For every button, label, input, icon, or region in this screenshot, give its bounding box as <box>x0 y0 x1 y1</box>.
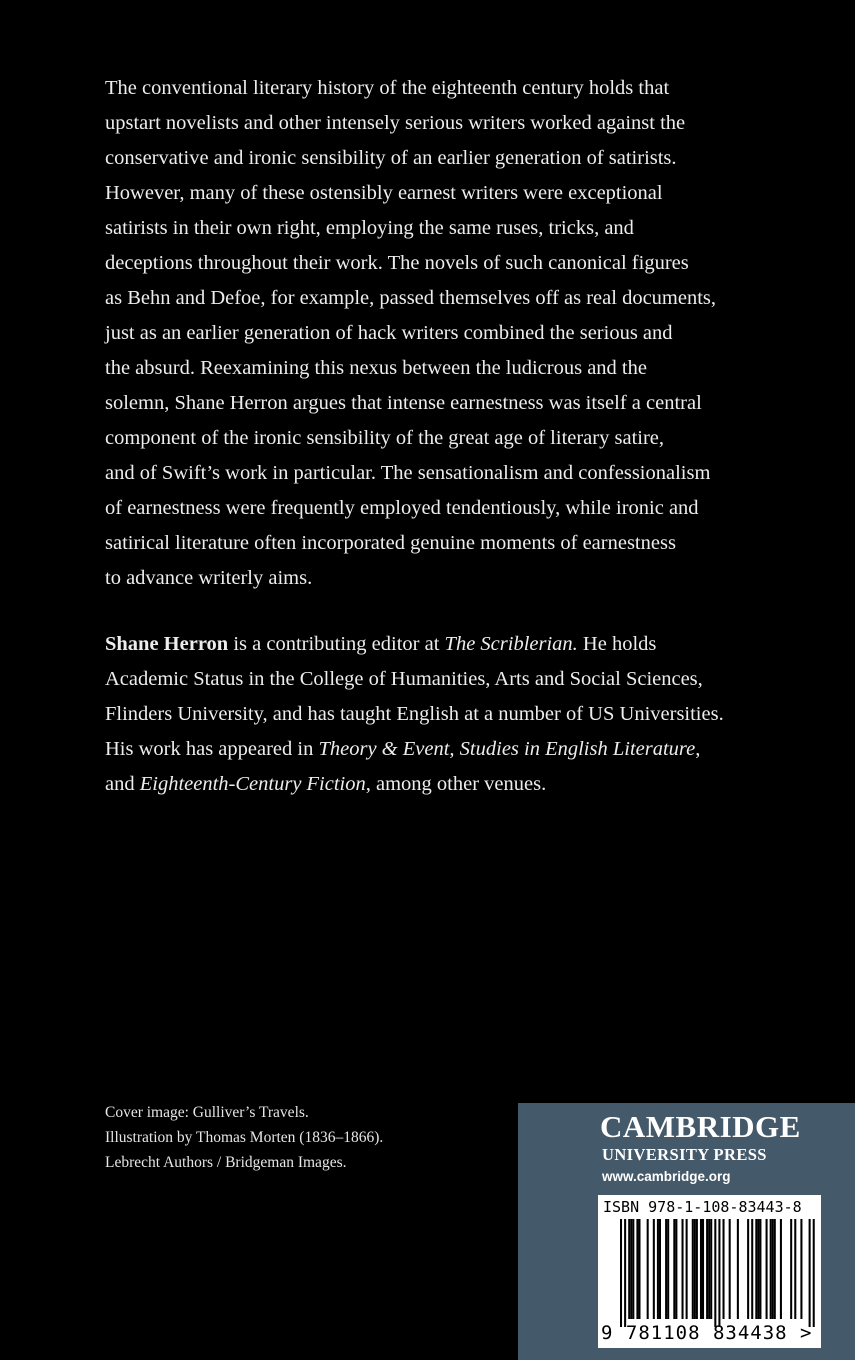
barcode-bar <box>737 1219 739 1319</box>
barcode-bar <box>653 1219 655 1319</box>
barcode-bar <box>794 1219 796 1319</box>
barcode-bar <box>770 1219 772 1319</box>
description-line: just as an earlier generation of hack writers combined the serious and <box>105 322 673 344</box>
description-line: solemn, Shane Herron argues that intense earnestness was itself a central <box>105 392 702 414</box>
journal-title: The Scriblerian. <box>444 633 578 655</box>
barcode-bar <box>667 1219 669 1319</box>
bio-text: His work has appeared in <box>105 738 319 760</box>
barcode-bar <box>628 1219 630 1319</box>
barcode-bar <box>751 1219 753 1319</box>
bio-line: Academic Status in the College of Humanities, Arts and Social Sciences, <box>105 668 703 690</box>
barcode-bar <box>675 1219 677 1319</box>
barcode-bar <box>620 1219 622 1327</box>
credit-line: Illustration by Thomas Morten (1836–1866). <box>105 1129 384 1146</box>
barcode-bar <box>790 1219 792 1319</box>
barcode-bar <box>747 1219 749 1319</box>
isbn-barcode <box>598 1195 821 1348</box>
barcode-bar <box>813 1219 815 1327</box>
barcode-bar <box>809 1219 811 1327</box>
barcode-bar <box>759 1219 761 1319</box>
barcode-bar <box>636 1219 638 1319</box>
barcode-bar <box>657 1219 659 1319</box>
journal-title: Eighteenth-Century Fiction <box>139 773 366 795</box>
bio-line <box>105 627 805 662</box>
barcode-bar <box>800 1219 802 1319</box>
description-line: the absurd. Reexamining this nexus between the ludicrous and the <box>105 357 647 379</box>
author-name: Shane Herron <box>105 633 229 655</box>
barcode-bar <box>696 1219 698 1319</box>
description-line: However, many of these ostensibly earnest writers were exceptional <box>105 182 663 204</box>
cover-image-credit <box>105 1100 383 1175</box>
publisher-url: www.cambridge.org <box>602 1169 731 1184</box>
bio-text: , among other venues. <box>365 773 547 795</box>
barcode-bar <box>710 1219 712 1319</box>
description-line: The conventional literary history of the eighteenth century holds that <box>105 77 670 99</box>
barcode-bar <box>708 1219 710 1319</box>
publisher-panel <box>518 1103 855 1360</box>
description-line: component of the ironic sensibility of the great age of literary satire, <box>105 427 665 449</box>
author-bio <box>105 627 805 802</box>
barcode-bar <box>718 1219 720 1327</box>
barcode-bar <box>780 1219 782 1319</box>
barcode-bar <box>673 1219 675 1319</box>
barcode-bar <box>630 1219 632 1319</box>
description-line: to advance writerly aims. <box>105 567 313 589</box>
isbn-label: ISBN 978-1-108-83443-8 <box>603 1198 802 1216</box>
barcode-bar <box>692 1219 694 1319</box>
bio-text: is a contributing editor at <box>228 633 445 655</box>
description-line: of earnestness were frequently employed tendentiously, while ironic and <box>105 497 699 519</box>
barcode-bar <box>729 1219 731 1319</box>
barcode-bar <box>706 1219 708 1319</box>
barcode-digits: 9 781108 834438 > <box>601 1322 813 1344</box>
description-line: deceptions throughout their work. The novels of such canonical figures <box>105 252 689 274</box>
book-description <box>105 71 795 596</box>
barcode-bar <box>682 1219 684 1319</box>
barcode-bar <box>702 1219 704 1319</box>
barcode-bar <box>755 1219 757 1319</box>
barcode-bar <box>774 1219 776 1319</box>
barcode-bar <box>647 1219 649 1319</box>
barcode-bar <box>714 1219 716 1327</box>
publisher-subtitle: UNIVERSITY PRESS <box>602 1145 767 1164</box>
barcode-bar <box>694 1219 696 1319</box>
barcode-bar <box>757 1219 759 1319</box>
description-line: and of Swift’s work in particular. The sensationalism and confessionalism <box>105 462 711 484</box>
description-line: as Behn and Defoe, for example, passed themselves off as real documents, <box>105 287 717 309</box>
publisher-name: CAMBRIDGE <box>600 1109 801 1144</box>
barcode-bar <box>686 1219 688 1319</box>
bio-line: Flinders University, and has taught English at a number of US Universities. <box>105 703 724 725</box>
barcode-bar <box>632 1219 634 1319</box>
barcode-bar <box>665 1219 667 1319</box>
bio-line <box>105 767 805 802</box>
barcode-bar <box>638 1219 640 1319</box>
barcode-bar <box>700 1219 702 1319</box>
credit-line: Cover image: Gulliver’s Travels. <box>105 1104 309 1121</box>
description-line: upstart novelists and other intensely serious writers worked against the <box>105 112 686 134</box>
barcode-bar <box>766 1219 768 1319</box>
journal-titles: Theory & Event, Studies in English Literature <box>318 738 696 760</box>
bio-text: He holds <box>577 633 657 655</box>
bio-text: and <box>105 773 140 795</box>
barcode-bar <box>772 1219 774 1319</box>
bio-text: , <box>695 738 701 760</box>
description-line: conservative and ironic sensibility of an earlier generation of satirists. <box>105 147 677 169</box>
bio-line <box>105 732 805 767</box>
barcode-bar <box>624 1219 626 1327</box>
barcode-bar <box>723 1219 725 1319</box>
description-line: satirical literature often incorporated genuine moments of earnestness <box>105 532 676 554</box>
barcode-bar <box>659 1219 661 1319</box>
description-line: satirists in their own right, employing the same ruses, tricks, and <box>105 217 634 239</box>
credit-line: Lebrecht Authors / Bridgeman Images. <box>105 1154 347 1171</box>
